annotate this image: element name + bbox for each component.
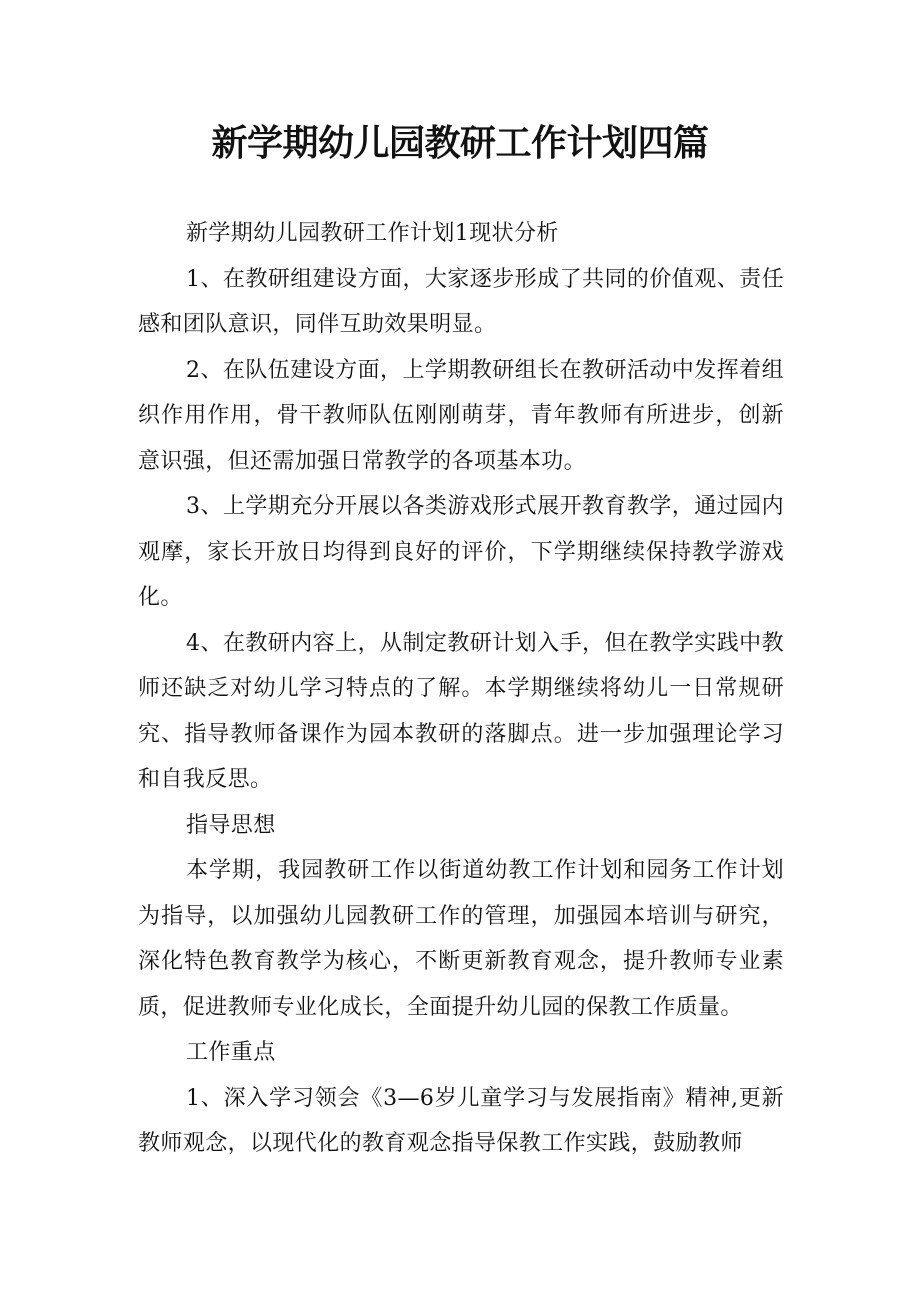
section-heading-work-focus: 工作重点 bbox=[186, 1040, 276, 1065]
document-title: 新学期幼儿园教研工作计划四篇 bbox=[211, 123, 709, 164]
work-focus-item-1: 1、深入学习领会《3—6岁儿童学习与发展指南》精神,更新教师观念，以现代化的教育观念指导保教工作实践，鼓励教师 bbox=[138, 1085, 784, 1156]
analysis-item-3: 3、上学期充分开展以各类游戏形式展开教育教学，通过园内观摩，家长开放日均得到良好的评价，下学期继续保持教学游戏化。 bbox=[138, 494, 784, 610]
analysis-item-4: 4、在教研内容上，从制定教研计划入手，但在教学实践中教师还缺乏对幼儿学习特点的了解。本学期继续将幼儿一日常规研究、指导教师备课作为园本教研的落脚点。进一步加强理论学习和自我反思。 bbox=[138, 630, 784, 792]
intro-line: 新学期幼儿园教研工作计划1现状分析 bbox=[186, 221, 559, 246]
document-body bbox=[138, 211, 784, 1167]
analysis-item-1: 1、在教研组建设方面，大家逐步形成了共同的价值观、责任感和团队意识，同伴互助效果明显。 bbox=[138, 266, 784, 337]
section-heading-guiding-thought: 指导思想 bbox=[186, 812, 276, 838]
analysis-item-2: 2、在队伍建设方面，上学期教研组长在教研活动中发挥着组织作用作用，骨干教师队伍刚刚萌芽，青年教师有所进步，创新意识强，但还需加强日常教学的各项基本功。 bbox=[138, 357, 784, 474]
guiding-thought-paragraph: 本学期，我园教研工作以街道幼教工作计划和园务工作计划为指导，以加强幼儿园教研工作的管理，加强园本培训与研究，深化特色教育教学为核心，不断更新教育观念，提升教师专业素质，促进教师专业化成长，全面提升幼儿园的保教工作质量。 bbox=[138, 858, 784, 1020]
